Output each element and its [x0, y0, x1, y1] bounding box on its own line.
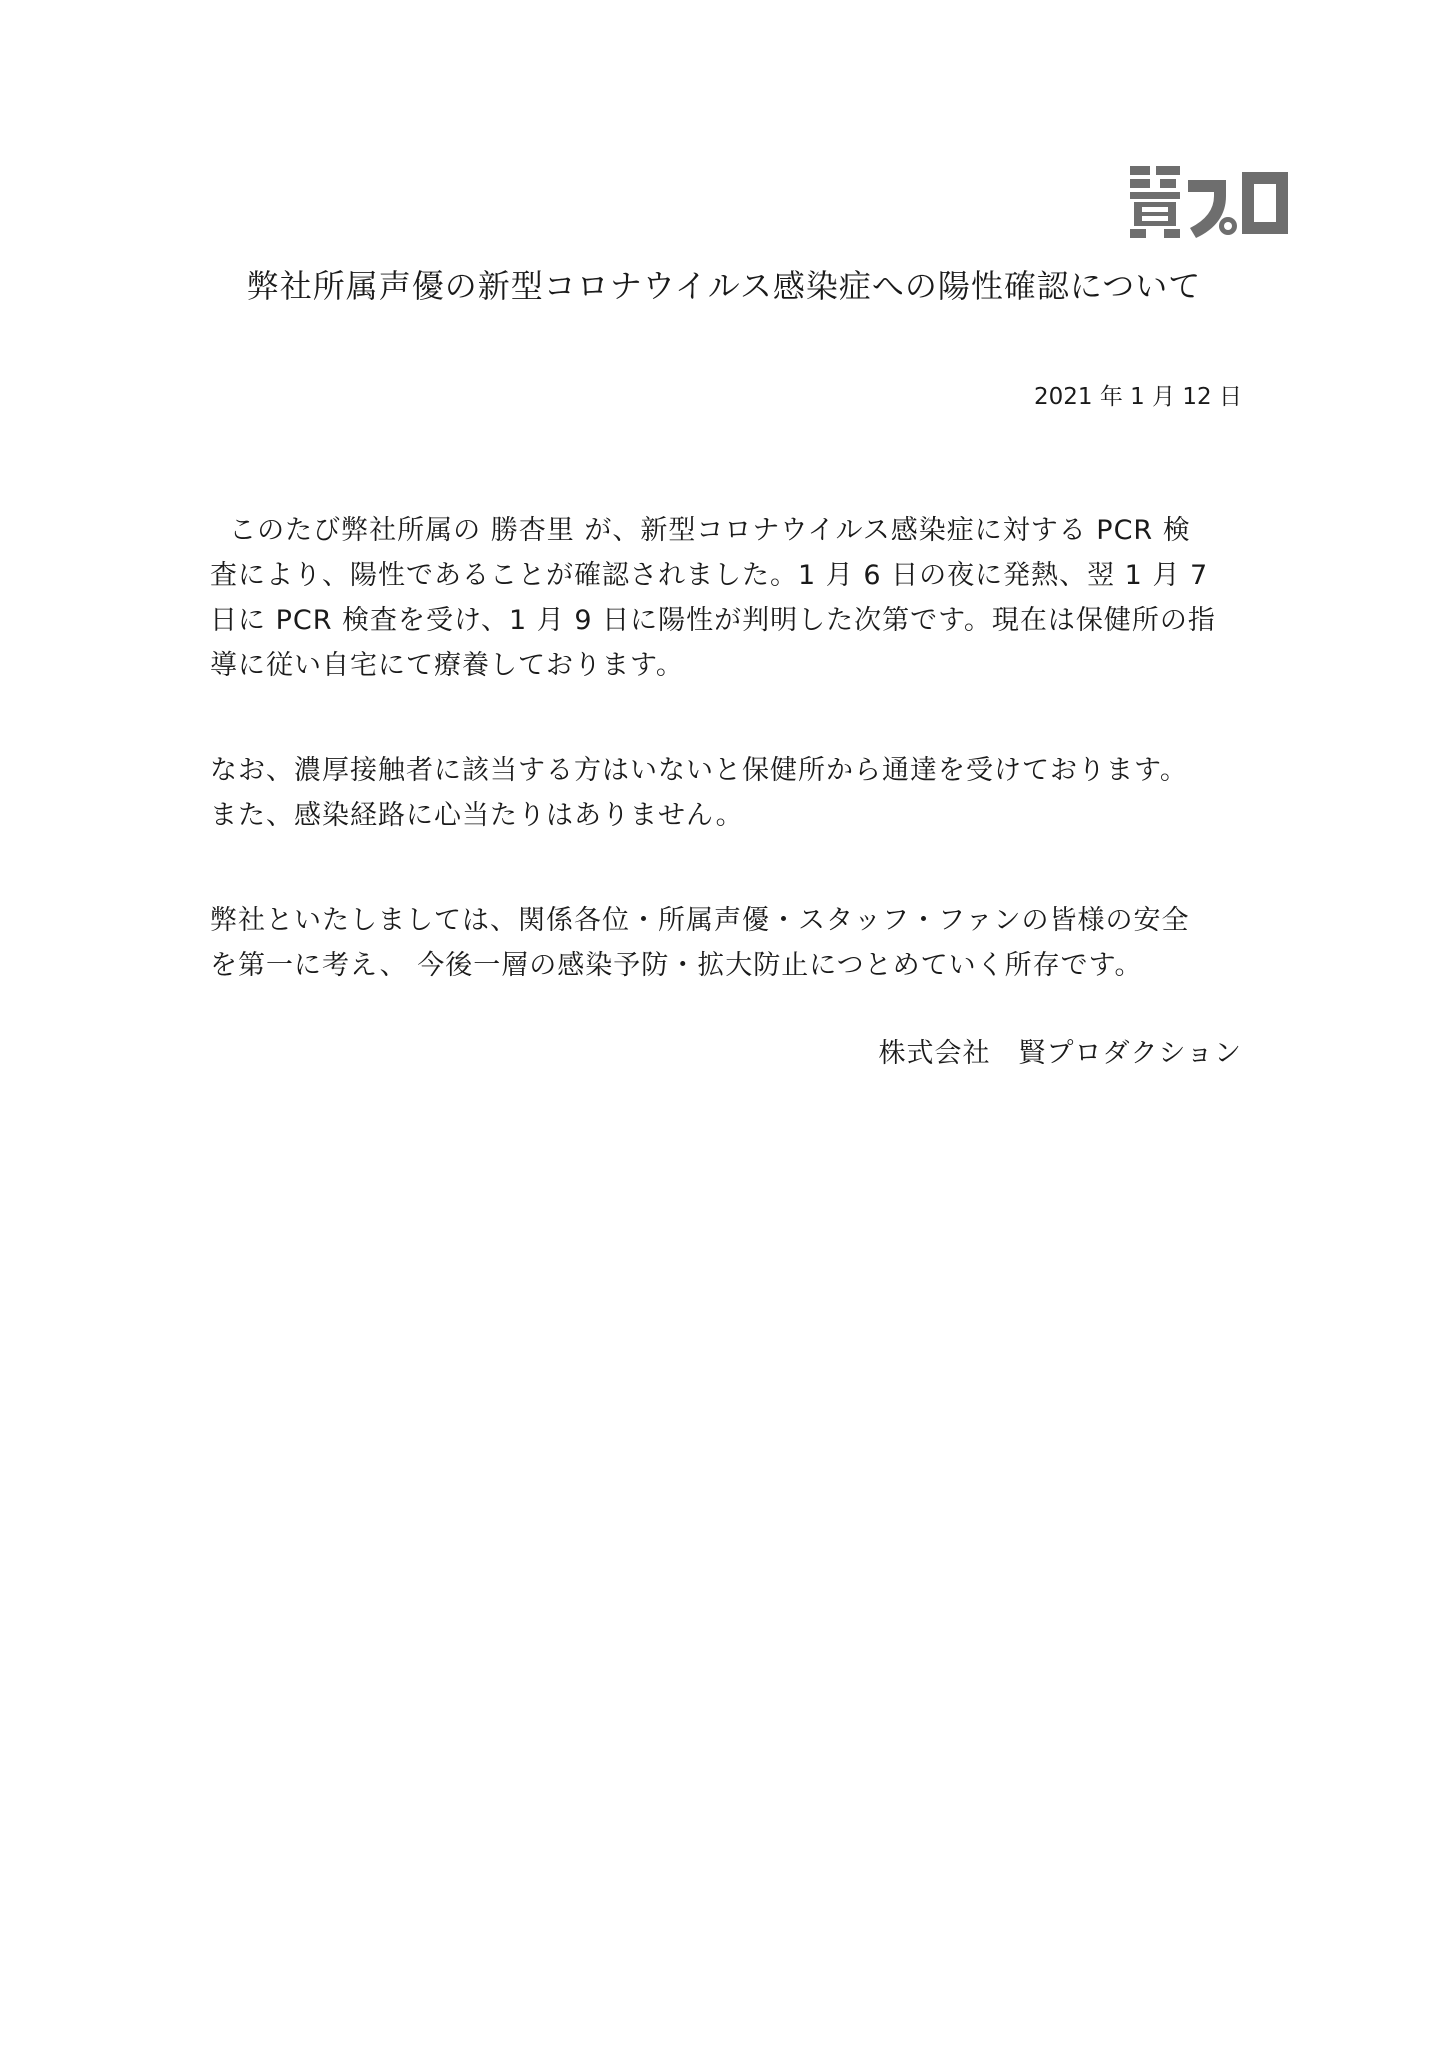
document-body	[210, 508, 1240, 1048]
paragraph-close-contacts: なお、濃厚接触者に該当する方はいないと保健所から通達を受けております。 また、感染経路に心当たりはありません。	[210, 755, 1188, 831]
paragraph-prevention: 弊社といたしましては、関係各位・所属声優・スタッフ・ファンの皆様の安全 を第一に考え、 今後一層の感染予防・拡大防止につとめていく所存です。	[210, 905, 1190, 981]
kenpro-logo	[1130, 166, 1290, 240]
document-title: 弊社所属声優の新型コロナウイルス感染症への陽性確認について	[246, 267, 1202, 305]
company-signature: 株式会社 賢プロダクション	[878, 1038, 1242, 1069]
paragraph-announcement: このたび弊社所属の 勝杏里 が、新型コロナウイルス感染症に対する PCR 検 査により、陽性であることが確認されました。1 月 6 日の夜に発熱、翌 1 月 7 日に PCR 検査を受け、1 月 9 日に陽性が判明した次第です。現在は保健所の指 導に従い自宅にて療養しております。	[210, 515, 1216, 681]
document-date: 2021 年 1 月 12 日	[1034, 384, 1242, 410]
